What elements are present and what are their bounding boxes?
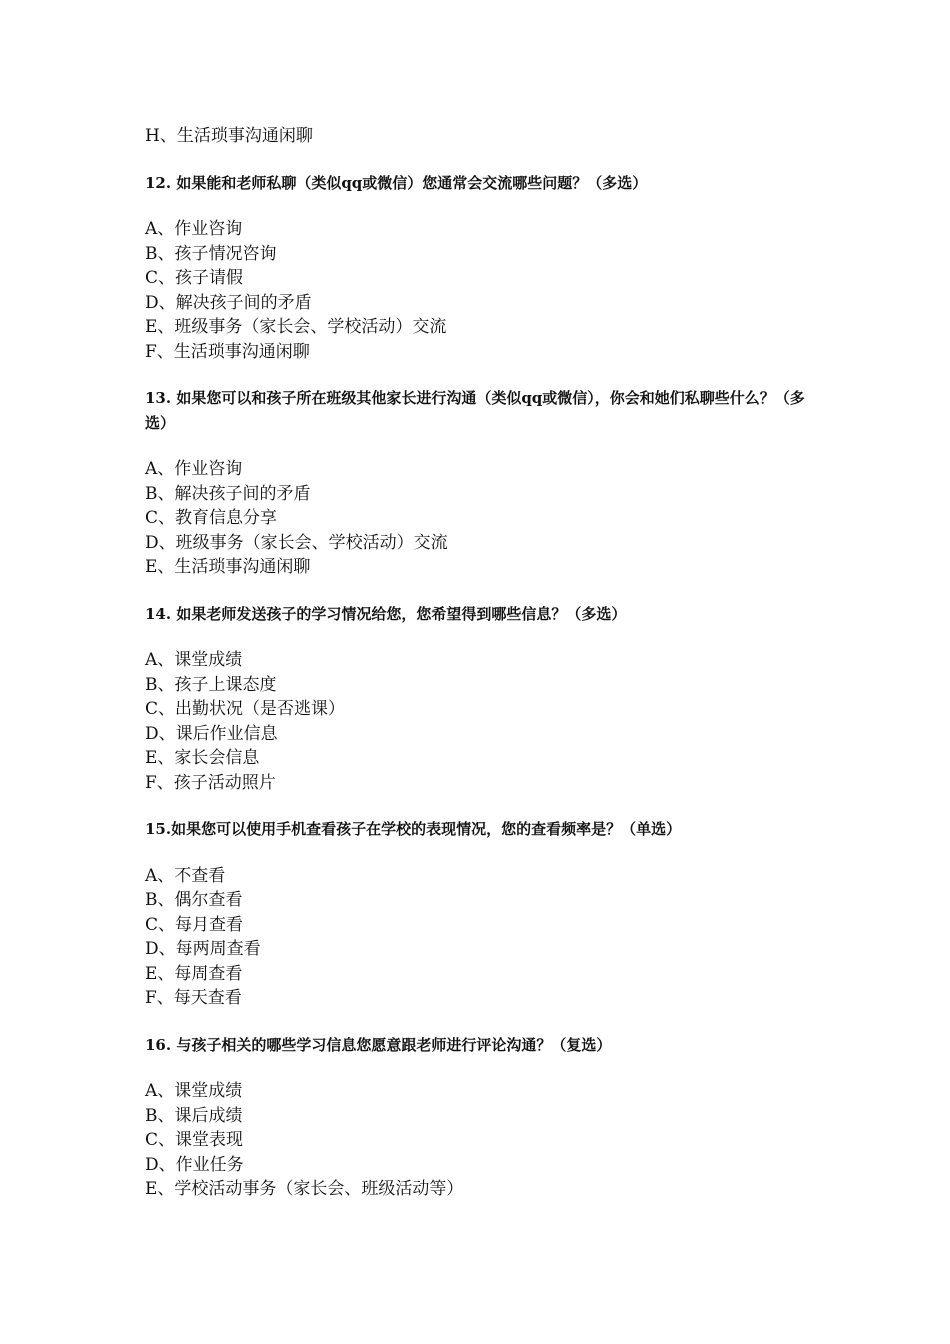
option-d: D、每两周查看 (145, 939, 261, 959)
option-h: H、生活琐事沟通闲聊 (145, 126, 313, 146)
option-e: E、每周查看 (145, 963, 243, 984)
question-15 (145, 817, 825, 1011)
option-b: B、孩子情况咨询 (145, 243, 277, 264)
option-f: F、孩子活动照片 (145, 772, 276, 793)
option-e: E、生活琐事沟通闲聊 (145, 557, 311, 577)
option-f: F、每天查看 (145, 988, 242, 1008)
question-14-options (145, 648, 825, 795)
question-15-text: 15.如果您可以使用手机查看孩子在学校的表现情况，您的查看频率是？（单选） (145, 820, 682, 838)
option-a: A、课堂成绩 (145, 1081, 243, 1101)
option-e: E、学校活动事务（家长会、班级活动等） (145, 1179, 464, 1199)
question-13 (145, 386, 825, 580)
option-e: E、班级事务（家长会、学校活动）交流 (145, 317, 447, 337)
question-16-text: 16. 与孩子相关的哪些学习信息您愿意跟老师进行评论沟通？（复选） (145, 1035, 612, 1054)
option-b: B、孩子上课态度 (145, 674, 277, 695)
option-a: A、作业咨询 (145, 219, 243, 239)
option-d: D、课后作业信息 (145, 723, 278, 744)
question-12-options (145, 217, 825, 364)
option-c: C、教育信息分享 (145, 508, 278, 528)
question-16 (145, 1033, 825, 1202)
option-d: D、作业任务 (145, 1154, 244, 1175)
option-a: A、不查看 (145, 865, 226, 886)
option-c: C、孩子请假 (145, 268, 244, 288)
option-d: D、解决孩子间的矛盾 (145, 292, 312, 313)
option-a: A、作业咨询 (145, 459, 243, 479)
question-14-text: 14. 如果老师发送孩子的学习情况给您，您希望得到哪些信息？（多选） (145, 604, 627, 623)
option-b: B、解决孩子间的矛盾 (145, 483, 311, 504)
option-b: B、课后成绩 (145, 1105, 243, 1126)
option-b: B、偶尔查看 (145, 890, 243, 910)
question-13-options (145, 457, 825, 580)
document-page (145, 124, 825, 1202)
question-12 (145, 171, 825, 365)
option-c: C、出勤状况（是否逃课） (145, 699, 346, 719)
question-13-text: 13. 如果您可以和孩子所在班级其他家长进行沟通（类似qq或微信），你会和她们私聊些什么？（多选） (145, 389, 805, 432)
option-d: D、班级事务（家长会、学校活动）交流 (145, 532, 448, 553)
option-c: C、课堂表现 (145, 1130, 244, 1150)
question-16-options (145, 1079, 825, 1202)
question-15-options (145, 864, 825, 1011)
option-f: F、生活琐事沟通闲聊 (145, 341, 310, 362)
option-e: E、家长会信息 (145, 748, 260, 768)
question-12-text: 12. 如果能和老师私聊（类似qq或微信）您通常会交流哪些问题？（多选） (145, 173, 648, 192)
option-c: C、每月查看 (145, 914, 244, 935)
question-14 (145, 602, 825, 796)
option-a: A、课堂成绩 (145, 650, 243, 670)
